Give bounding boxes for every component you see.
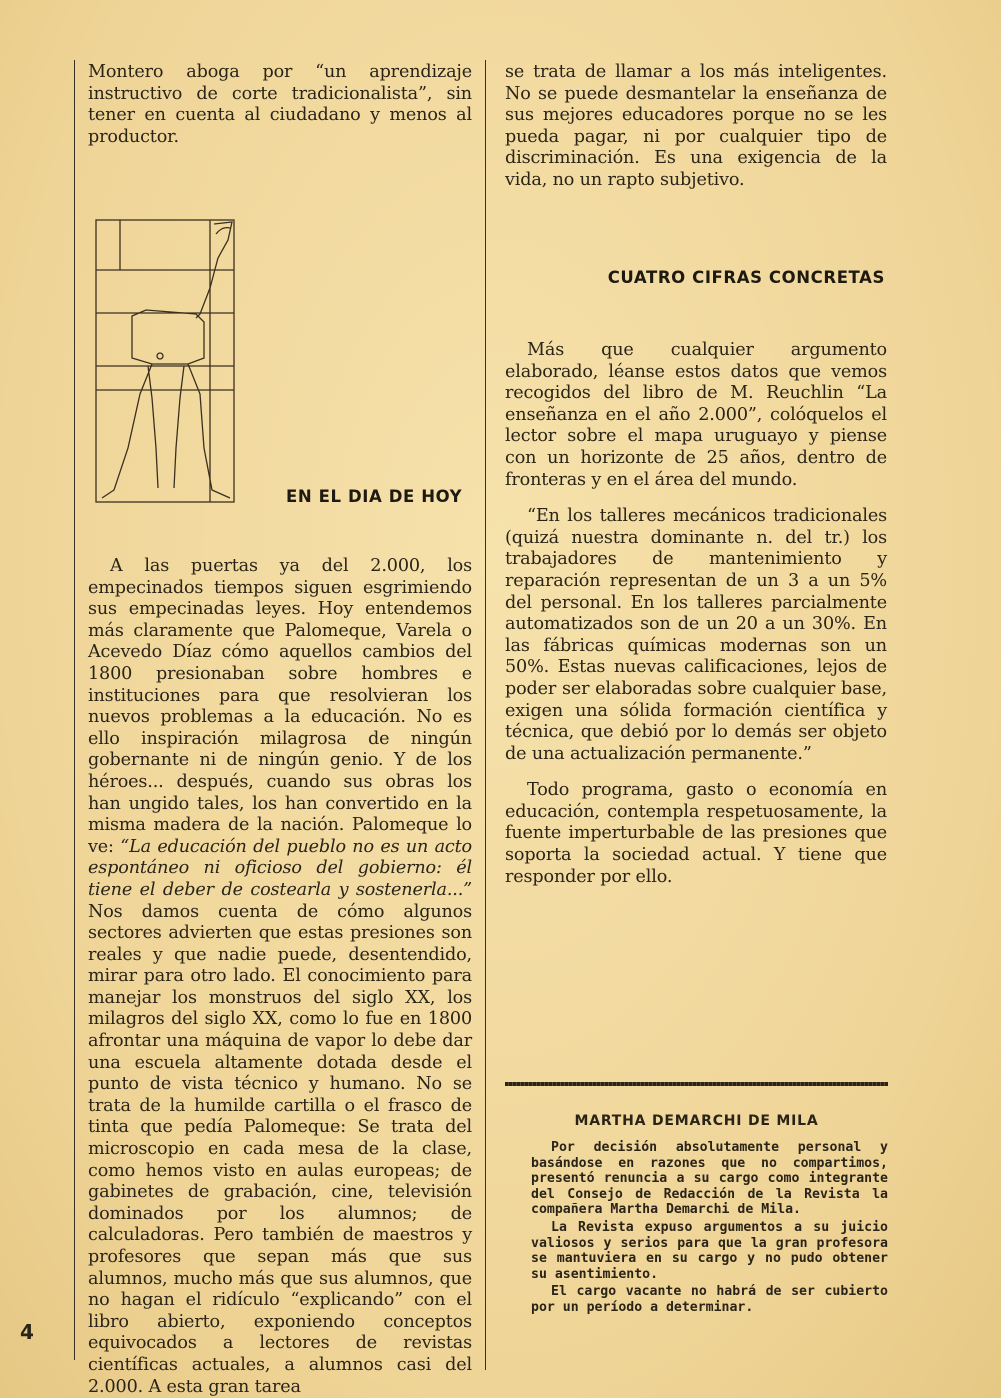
palomeque-quote: “La educación del pueblo no es un acto espontáneo ni oficioso del gobierno: él tiene el deber de costearla y sostenerla...” (88, 836, 472, 900)
right-paragraph-2: “En los talleres mecánicos tradicionales (quizá nuestra dominante n. del tr.) los trabajadores de mantenimiento y reparación representan de un 3 a un 5% del personal. En los talleres parcialmente automatizados son de un 20 a un 30%. En las fábricas químicas modernas son un 50%. Estas nuevas calificaciones, lejos de poder ser elaboradas sobre cualquier base, exigen una sólida formación científica y técnica, que debió por lo demás ser objeto de una actualización permanente.” (505, 506, 887, 764)
left-column-rule (74, 60, 75, 1360)
left-main-paragraph: A las puertas ya del 2.000, los empecinados tiempos siguen esgrimiendo sus empecinadas leyes. Hoy entendemos más claramente que Palomeque, Varela o Acevedo Díaz cómo aquellos cambios del 1800 presionaban sobre hombres e instituciones para que resolvieran los nuevos problemas a la educación. No es ello inspiración milagrosa de ningún gobernante ni de ningún genio. Y de los héroes... después, cuando sus obras los han ungido tales, los han convertido en la misma madera de la nación. Palomeque lo ve: “La educación del pueblo no es un acto espontáneo ni oficioso del gobierno: él tiene el deber de costearla y sostenerla...” Nos damos cuenta de cómo algunos sectores advierten que estas presiones son reales y que nadie puede, desentendido, mirar para otro lado. El conocimiento para manejar los monstruos del siglo XX, los milagros del siglo XX, como lo fue en 1800 afrontar una máquina de vapor lo debe dar una escuela altamente dotada desde el punto de vista técnico y humano. No se trata de la humilde cartilla o el frasco de tinta que pedía Palomeque: Se trata del microscopio en cada mesa de la clase, como hemos visto en aulas europeas; de gabinetes de grabación, cine, televisión dominados por los alumnos; de calculadoras. Pero también de maestros y profesores que sepan más que sus alumnos, mucho más que sus alumnos, que no hagan el ridículo “explicando” con el libro abierto, exponiendo conceptos equivocados a lectores de revistas científicas actuales, a alumnos casi del 2.000. A esta gran tarea (88, 556, 472, 1397)
left-section-heading: EN EL DIA DE HOY (286, 487, 463, 506)
right-section-heading: CUATRO CIFRAS CONCRETAS (607, 268, 885, 287)
notice-paragraph-3: El cargo vacante no habrá de ser cubierto por un período a determinar. (531, 1284, 888, 1315)
left-column-body (88, 556, 472, 1398)
left-column-intro (88, 62, 472, 148)
notice-paragraph-1: Por decisión absolutamente personal y basándose en razones que no compartimos, presentó renuncia a su cargo como integrante del Consejo de Redacción de la Revista la compañera Martha Demarchi de Mila. (531, 1140, 888, 1218)
center-column-rule (485, 60, 486, 1370)
modulor-human-figure-icon (92, 218, 238, 506)
notice-paragraph-2: La Revista expuso argumentos a su juicio valiosos y serios para que la gran profesora se mantuviera en su cargo y no pudo obtener su asentimiento. (531, 1219, 888, 1282)
right-paragraph-1: Más que cualquier argumento elaborado, léanse estos datos que vemos recogidos del libro de M. Reuchlin “La enseñanza en el año 2.000”, colóquelos el lector sobre el mapa uruguayo y piense con un horizonte de 25 años, dentro de fronteras y en el área del mundo. (505, 340, 887, 490)
modulor-figure (92, 218, 238, 506)
left-intro-text: Montero aboga por “un aprendizaje instructivo de corte tradicionalista”, sin tener en cuenta al ciudadano y menos al productor. (88, 62, 472, 147)
right-paragraph-3: Todo programa, gasto o economía en educación, contempla respetuosamente, la fuente imperturbable de las presiones que soporta la sociedad actual. Y tiene que responder por ello. (505, 780, 887, 887)
right-column-intro (505, 62, 887, 192)
page-number: 4 (20, 1320, 34, 1344)
notice-title: MARTHA DEMARCHI DE MILA (574, 1113, 819, 1129)
notice-divider (505, 1082, 888, 1086)
right-intro-text: se trata de llamar a los más inteligentes. No se puede desmantelar la enseñanza de sus mejores educadores porque no se les pueda pagar, ni por cualquier tipo de discriminación. Es una exigencia de la vida, no un rapto subjetivo. (505, 62, 887, 190)
right-column-body (505, 340, 887, 888)
notice-body (531, 1140, 888, 1316)
